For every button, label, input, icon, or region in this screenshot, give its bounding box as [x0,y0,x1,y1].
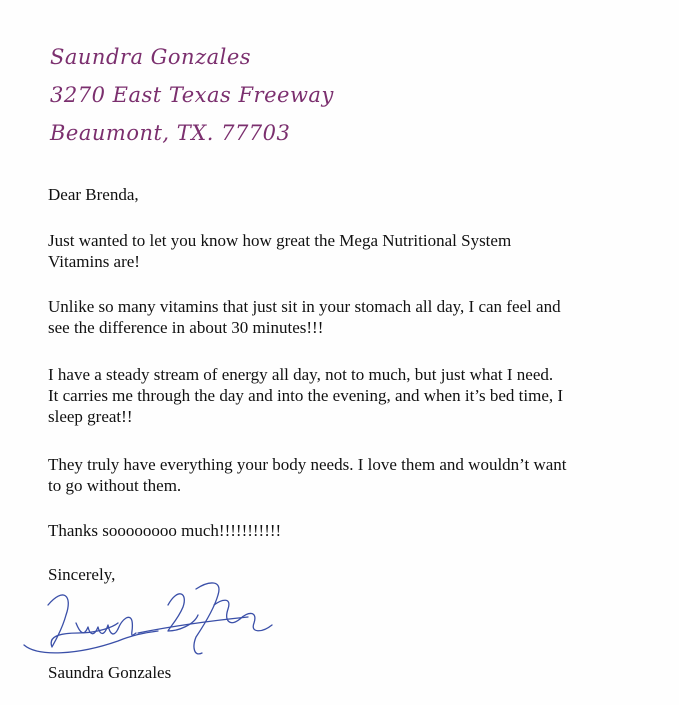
paragraph-line: They truly have everything your body needs. I love them and wouldn’t want [48,455,567,474]
paragraph-line: Unlike so many vitamins that just sit in your stomach all day, I can feel and [48,297,561,316]
handwritten-signature [18,575,288,670]
paragraph-1 [48,230,511,272]
greeting: Dear Brenda, [48,185,139,204]
paragraph-3 [48,364,563,427]
sender-name: Saundra Gonzales [50,45,252,69]
paragraph-line: see the difference in about 30 minutes!!! [48,318,324,337]
signer-name: Saundra Gonzales [48,663,172,682]
sender-street: 3270 East Texas Freeway [50,83,334,107]
paragraph-line: I have a steady stream of energy all day, not to much, but just what I need. [48,365,554,384]
sender-city: Beaumont, TX. 77703 [50,121,291,145]
paragraph-5: Thanks soooooooo much!!!!!!!!!!! [48,521,282,540]
paragraph-line: It carries me through the day and into the evening, and when it’s bed time, I [48,386,564,405]
paragraph-line: Just wanted to let you know how great the Mega Nutritional System [48,231,512,250]
paragraph-line: sleep great!! [48,407,133,426]
letterhead [50,38,334,152]
closing: Sincerely, [48,565,116,584]
paragraph-line: to go without them. [48,476,182,495]
paragraph-line: Vitamins are! [48,252,140,271]
paragraph-2 [48,296,561,338]
paragraph-4 [48,454,567,496]
